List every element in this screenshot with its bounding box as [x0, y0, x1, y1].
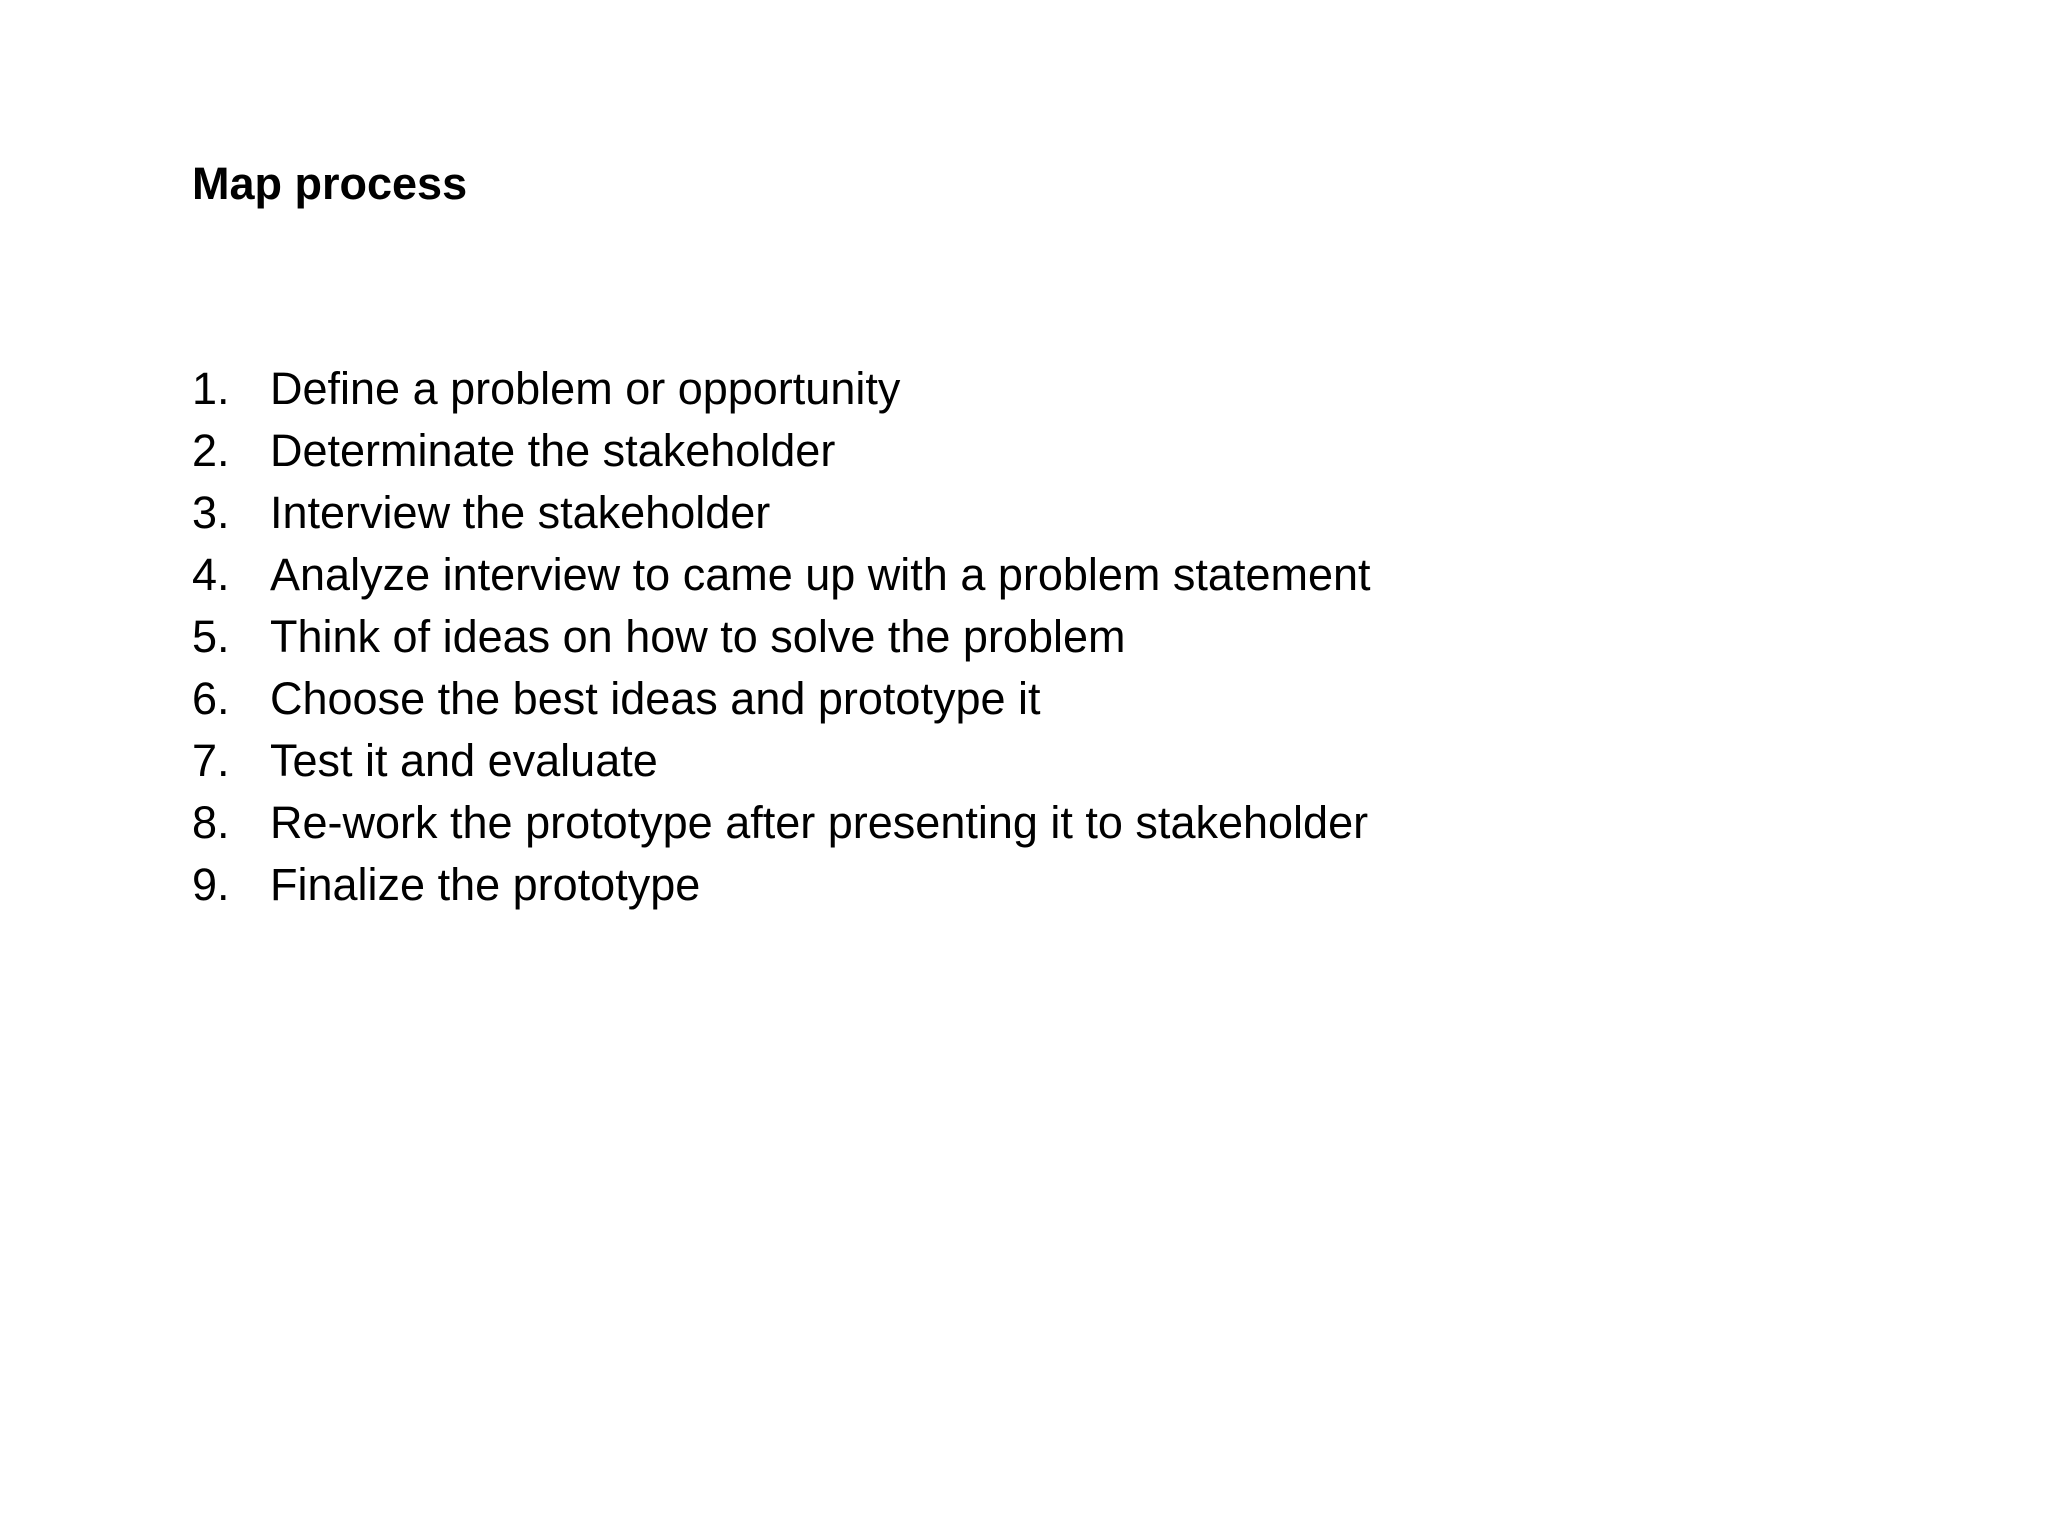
step-number: 1. — [192, 363, 230, 414]
step-text: Think of ideas on how to solve the problem — [270, 611, 1126, 662]
list-item — [192, 358, 1371, 420]
step-text: Analyze interview to came up with a problem statement — [270, 549, 1371, 600]
step-number: 9. — [192, 859, 230, 910]
step-number: 7. — [192, 735, 230, 786]
slide-title: Map process — [192, 158, 468, 209]
list-item — [192, 792, 1371, 854]
step-number: 2. — [192, 425, 230, 476]
list-item — [192, 606, 1371, 668]
step-text: Finalize the prototype — [270, 859, 701, 910]
list-item — [192, 482, 1371, 544]
step-text: Choose the best ideas and prototype it — [270, 673, 1041, 724]
process-steps-list — [192, 358, 1371, 916]
step-number: 3. — [192, 487, 230, 538]
step-number: 8. — [192, 797, 230, 848]
list-item — [192, 854, 1371, 916]
list-item — [192, 730, 1371, 792]
step-number: 6. — [192, 673, 230, 724]
step-text: Interview the stakeholder — [270, 487, 771, 538]
step-number: 5. — [192, 611, 230, 662]
step-text: Test it and evaluate — [270, 735, 658, 786]
step-number: 4. — [192, 549, 230, 600]
list-item — [192, 668, 1371, 730]
list-item — [192, 420, 1371, 482]
list-item — [192, 544, 1371, 606]
step-text: Re-work the prototype after presenting it to stakeholder — [270, 797, 1369, 848]
step-text: Determinate the stakeholder — [270, 425, 836, 476]
step-text: Define a problem or opportunity — [270, 363, 901, 414]
